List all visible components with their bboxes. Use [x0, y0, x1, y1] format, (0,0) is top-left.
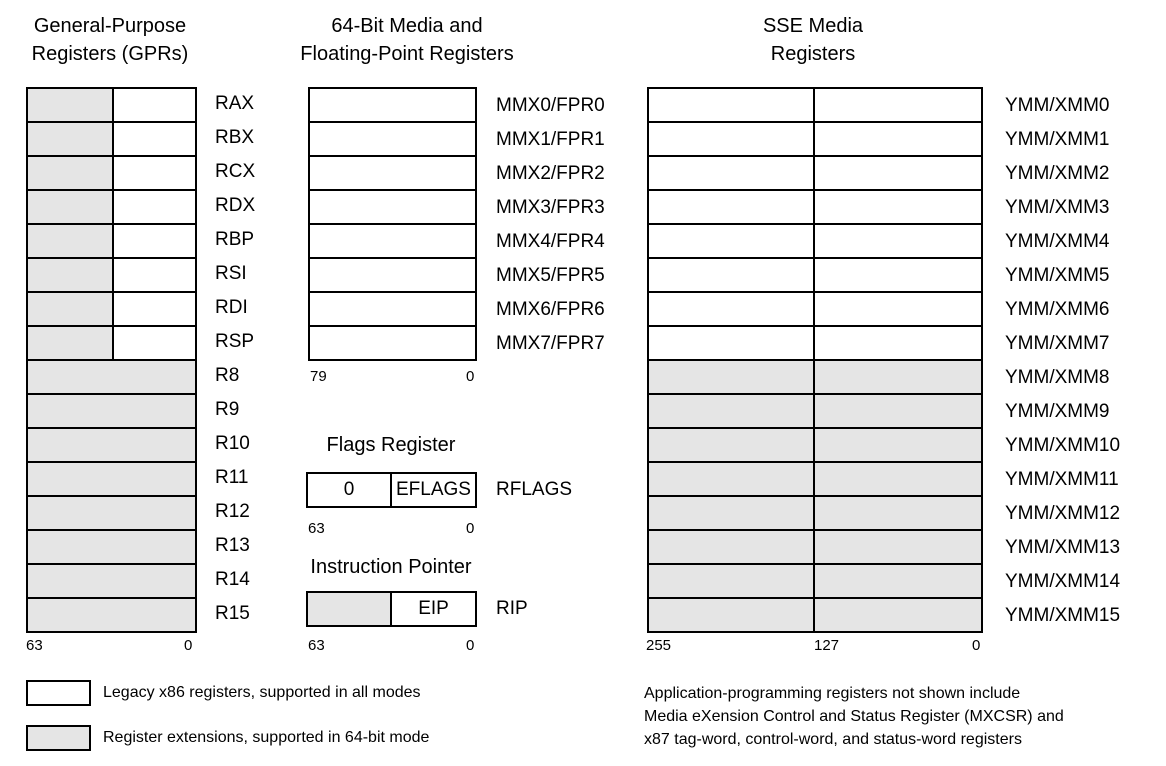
- gpr-legacy-half: [112, 259, 195, 291]
- sse-title-line2: Registers: [770, 43, 856, 65]
- sse-register-0: [647, 87, 983, 123]
- sse-half-divider: [813, 293, 815, 325]
- mmx-label: MMX5/FPR5: [496, 265, 605, 286]
- sse-label: YMM/XMM4: [1005, 231, 1110, 252]
- sse-half-divider: [813, 395, 815, 427]
- rip-label: RIP: [496, 598, 528, 619]
- mmx-register: [308, 121, 477, 157]
- rip-upper-field: [308, 593, 392, 625]
- legend-extension-text: Register extensions, supported in 64-bit mode: [103, 729, 430, 746]
- sse-half-divider: [813, 89, 815, 121]
- gpr-register-r9: [26, 393, 197, 429]
- sse-register-2: [647, 155, 983, 191]
- mmx-label: MMX1/FPR1: [496, 129, 605, 150]
- rip-lower-value: EIP: [418, 598, 449, 619]
- sse-title-line1: SSE Media: [762, 15, 864, 37]
- gpr-legacy-half: [112, 191, 195, 223]
- mmx-register: [308, 155, 477, 191]
- mmx-label: MMX0/FPR0: [496, 95, 605, 116]
- gpr-label: RSP: [215, 331, 255, 352]
- sse-half-divider: [813, 531, 815, 563]
- sse-half-divider: [813, 259, 815, 291]
- sse-half-divider: [813, 599, 815, 631]
- sse-label: YMM/XMM15: [1005, 605, 1121, 626]
- mmx-register: [308, 223, 477, 259]
- gpr-legacy-half: [112, 327, 195, 359]
- sse-label: YMM/XMM3: [1005, 197, 1110, 218]
- sse-register-13: [647, 529, 983, 565]
- mmx-register: [308, 189, 477, 225]
- rflags-register: [306, 472, 477, 508]
- ip-bit-low: 0: [466, 637, 475, 654]
- sse-label: YMM/XMM12: [1005, 503, 1121, 524]
- flags-title: Flags Register: [326, 434, 456, 456]
- sse-register-7: [647, 325, 983, 361]
- gpr-bit-high: 63: [26, 637, 43, 654]
- gpr-register-r13: [26, 529, 197, 565]
- gpr-register-r10: [26, 427, 197, 463]
- mmx-label: MMX7/FPR7: [496, 333, 605, 354]
- sse-register-6: [647, 291, 983, 327]
- sse-label: YMM/XMM7: [1005, 333, 1110, 354]
- flags-bit-low: 0: [466, 520, 475, 537]
- sse-half-divider: [813, 497, 815, 529]
- gpr-label: RBP: [215, 229, 255, 250]
- rflags-lower-value: EFLAGS: [396, 479, 471, 500]
- sse-half-divider: [813, 157, 815, 189]
- sse-register-12: [647, 495, 983, 531]
- ip-bit-high: 63: [308, 637, 325, 654]
- gpr-register-r15: [26, 597, 197, 633]
- sse-label: YMM/XMM9: [1005, 401, 1110, 422]
- gpr-legacy-half: [112, 293, 195, 325]
- sse-register-14: [647, 563, 983, 599]
- gpr-title-line1: General-Purpose: [33, 15, 187, 37]
- gpr-label: RAX: [215, 93, 255, 114]
- rflags-label: RFLAGS: [496, 479, 573, 500]
- gpr-label: RDX: [215, 195, 256, 216]
- sse-half-divider: [813, 191, 815, 223]
- sse-half-divider: [813, 429, 815, 461]
- mmx-register: [308, 325, 477, 361]
- gpr-label: RBX: [215, 127, 255, 148]
- gpr-bit-low: 0: [184, 637, 193, 654]
- sse-label: YMM/XMM14: [1005, 571, 1121, 592]
- sse-label: YMM/XMM1: [1005, 129, 1110, 150]
- mmx-bit-high: 79: [310, 368, 327, 385]
- gpr-title: [10, 12, 210, 68]
- sse-register-15: [647, 597, 983, 633]
- gpr-register-r14: [26, 563, 197, 599]
- flags-bit-high: 63: [308, 520, 325, 537]
- gpr-legacy-half: [112, 157, 195, 189]
- sse-register-1: [647, 121, 983, 157]
- sse-bit-high: 255: [646, 637, 672, 654]
- sse-register-8: [647, 359, 983, 395]
- gpr-legacy-half: [112, 225, 195, 257]
- gpr-label: R12: [215, 501, 250, 522]
- sse-bit-mid: 127: [814, 637, 840, 654]
- sse-label: YMM/XMM8: [1005, 367, 1110, 388]
- mmx-bit-low: 0: [466, 368, 475, 385]
- mmx-register: [308, 257, 477, 293]
- sse-label: YMM/XMM5: [1005, 265, 1110, 286]
- sse-register-5: [647, 257, 983, 293]
- gpr-label: R10: [215, 433, 250, 454]
- legend-extension-swatch: [26, 725, 91, 751]
- sse-half-divider: [813, 565, 815, 597]
- rip-eip-field: [392, 593, 475, 625]
- mmx-title-line1: 64-Bit Media and: [331, 15, 483, 37]
- gpr-register-r11: [26, 461, 197, 497]
- mmx-label: MMX4/FPR4: [496, 231, 605, 252]
- gpr-label: R15: [215, 603, 250, 624]
- gpr-register-rsi: [26, 257, 197, 293]
- gpr-register-rbp: [26, 223, 197, 259]
- mmx-label: MMX3/FPR3: [496, 197, 605, 218]
- gpr-label: R9: [215, 399, 240, 420]
- rflags-upper-field: [308, 474, 392, 506]
- note-line2: Media eXension Control and Status Register (MXCSR) and: [644, 708, 1064, 725]
- gpr-label: R13: [215, 535, 250, 556]
- sse-label: YMM/XMM11: [1005, 469, 1119, 490]
- mmx-title: [292, 12, 522, 68]
- gpr-register-r8: [26, 359, 197, 395]
- legend-legacy-text: Legacy x86 registers, supported in all modes: [103, 684, 421, 701]
- gpr-label: RCX: [215, 161, 256, 182]
- mmx-label: MMX2/FPR2: [496, 163, 605, 184]
- mmx-label: MMX6/FPR6: [496, 299, 605, 320]
- gpr-register-rbx: [26, 121, 197, 157]
- gpr-label: R14: [215, 569, 250, 590]
- gpr-register-rsp: [26, 325, 197, 361]
- gpr-label: RSI: [215, 263, 247, 284]
- gpr-legacy-half: [112, 123, 195, 155]
- gpr-label: RDI: [215, 297, 248, 318]
- sse-bit-low: 0: [972, 637, 981, 654]
- gpr-title-line2: Registers (GPRs): [31, 43, 189, 65]
- gpr-register-r12: [26, 495, 197, 531]
- sse-register-10: [647, 427, 983, 463]
- sse-label: YMM/XMM6: [1005, 299, 1110, 320]
- sse-half-divider: [813, 123, 815, 155]
- gpr-register-rdx: [26, 189, 197, 225]
- sse-half-divider: [813, 361, 815, 393]
- gpr-register-rax: [26, 87, 197, 123]
- note-line1: Application-programming registers not shown include: [644, 685, 1021, 702]
- sse-half-divider: [813, 463, 815, 495]
- sse-label: YMM/XMM13: [1005, 537, 1121, 558]
- mmx-title-line2: Floating-Point Registers: [300, 43, 514, 65]
- rip-register: [306, 591, 477, 627]
- sse-label: YMM/XMM2: [1005, 163, 1110, 184]
- sse-register-11: [647, 461, 983, 497]
- rflags-eflags-field: [392, 474, 475, 506]
- mmx-register: [308, 291, 477, 327]
- mmx-register: [308, 87, 477, 123]
- note: [644, 682, 1064, 751]
- rflags-upper-value: 0: [343, 479, 355, 500]
- sse-half-divider: [813, 225, 815, 257]
- sse-half-divider: [813, 327, 815, 359]
- gpr-register-rcx: [26, 155, 197, 191]
- legend-legacy-swatch: [26, 680, 91, 706]
- gpr-register-rdi: [26, 291, 197, 327]
- gpr-legacy-half: [112, 89, 195, 121]
- note-line3: x87 tag-word, control-word, and status-word registers: [644, 731, 1022, 748]
- gpr-label: R11: [215, 467, 249, 488]
- sse-label: YMM/XMM0: [1005, 95, 1110, 116]
- sse-register-3: [647, 189, 983, 225]
- ip-title: Instruction Pointer: [310, 556, 472, 578]
- sse-register-9: [647, 393, 983, 429]
- gpr-label: R8: [215, 365, 240, 386]
- sse-label: YMM/XMM10: [1005, 435, 1121, 456]
- sse-register-4: [647, 223, 983, 259]
- sse-title: [713, 12, 913, 68]
